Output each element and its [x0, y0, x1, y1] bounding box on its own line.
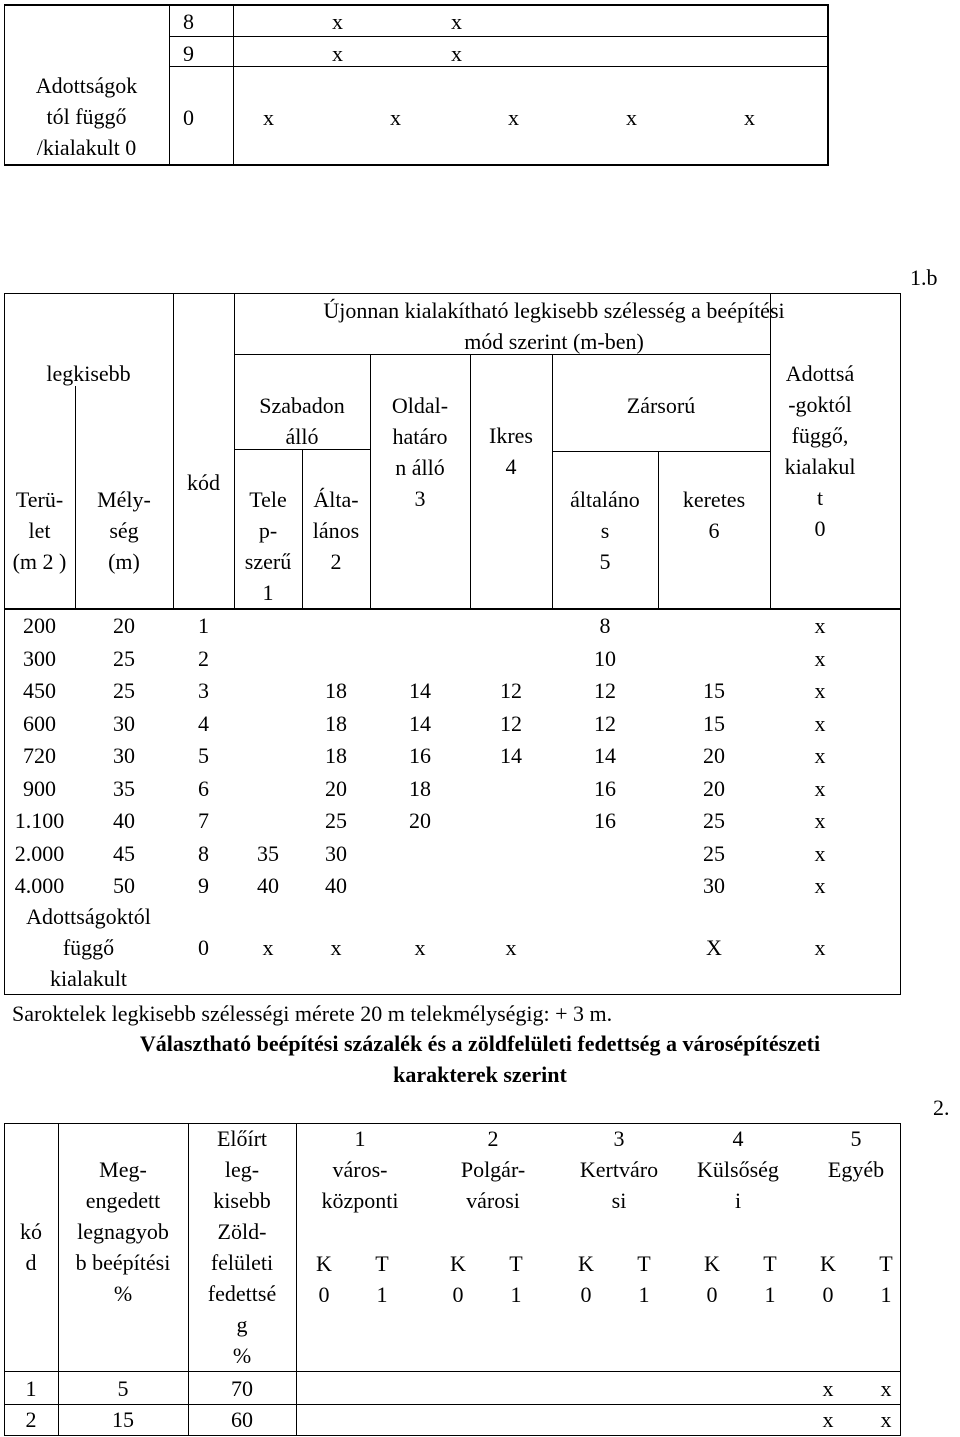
top-cell: x — [332, 41, 343, 66]
table-cell: 30 — [113, 710, 135, 736]
table-cell: 40 — [113, 808, 135, 833]
table-cell: 20 — [325, 775, 347, 801]
table-cell: 8 — [599, 613, 611, 638]
table-cell: 720 — [23, 743, 56, 768]
table-cell: 14 — [500, 743, 522, 768]
char-4-header: 4 Külsőség i — [697, 1126, 779, 1213]
table-cell: x — [814, 775, 826, 801]
table-cell: x — [814, 613, 826, 638]
table-cell: 16 — [594, 808, 616, 833]
table-cell: 25 — [703, 808, 725, 833]
t2-max-built-header: Meg- engedett legnagyob b beépítési % — [75, 1157, 171, 1306]
top-row-code: 8 — [183, 9, 194, 34]
table-cell: 60 — [231, 1407, 253, 1432]
section-2-title: Választható beépítési százalék és a zöldfelületi fedettség a városépítészeti karakterek szerint — [139, 1031, 821, 1087]
table-cell: 10 — [594, 645, 616, 671]
table-cell: x — [814, 840, 826, 866]
table-cell: 5 — [198, 743, 209, 768]
given-header: Adottsá -goktól függő, kialakul t 0 — [784, 361, 856, 541]
table-cell: x — [505, 935, 517, 960]
table-cell: 12 — [500, 710, 522, 736]
table-cell: x — [414, 935, 426, 960]
table-cell: 6 — [198, 775, 209, 801]
kt-subheader: T 1 — [879, 1251, 893, 1307]
table-cell: 20 — [113, 613, 135, 638]
table-cell: x — [262, 935, 274, 960]
kt-subheader: T 1 — [763, 1251, 777, 1307]
table-cell: 20 — [703, 775, 725, 801]
table-cell: 300 — [23, 645, 56, 671]
top-cell: x — [626, 105, 637, 130]
table-cell: 30 — [113, 743, 135, 768]
char-2-header: 2 Polgár- városi — [460, 1126, 526, 1213]
table-cell: 600 — [23, 710, 56, 736]
table-cell: 35 — [257, 840, 279, 866]
top-cell: x — [451, 9, 462, 34]
table-cell: 4.000 — [14, 873, 65, 898]
top-row-code: 0 — [183, 105, 194, 130]
table-cell: 25 — [325, 808, 347, 833]
table-cell: 14 — [409, 678, 431, 703]
table-cell: 15 — [112, 1407, 134, 1432]
table-cell: x — [822, 1407, 834, 1432]
table-cell: 40 — [257, 873, 279, 898]
table-cell: 50 — [113, 873, 135, 898]
closed-row-header: Zársorú — [626, 393, 696, 418]
twin-header: Ikres 4 — [489, 423, 533, 479]
table-cell: 450 — [23, 678, 56, 703]
t2-code-header: kó d — [20, 1219, 42, 1275]
char-1-header: 1 város- központi — [321, 1126, 399, 1213]
general-header: Álta- lános 2 — [312, 487, 360, 574]
t2-green-header: Előírt leg- kisebb Zöld- felületi fedettsé g % — [207, 1126, 277, 1368]
telep-header: Tele p- szerű 1 — [244, 487, 292, 605]
table-cell: 30 — [703, 873, 725, 898]
top-row-code: 9 — [183, 41, 194, 66]
given-row-label: Adottságoktól függő kialakult — [26, 904, 151, 991]
table-cell: 20 — [409, 808, 431, 833]
table-cell: 15 — [703, 678, 725, 703]
side-header: Oldal- határo n álló 3 — [391, 393, 449, 511]
closed-general-header: általáno s 5 — [570, 487, 640, 574]
corner-plot-note: Saroktelek legkisebb szélességi mérete 20 m telekmélységig: + 3 m. — [12, 1001, 613, 1026]
code-header: kód — [187, 470, 220, 495]
kt-subheader: T 1 — [509, 1251, 523, 1307]
table-cell: 12 — [594, 678, 616, 703]
table-cell: 12 — [500, 678, 522, 703]
top-cell: x — [332, 9, 343, 34]
table-cell: 1 — [25, 1376, 37, 1401]
table-cell: 25 — [113, 678, 135, 703]
table-cell: 14 — [409, 710, 431, 736]
table-cell: x — [814, 710, 826, 736]
table-cell: 9 — [198, 873, 209, 898]
table-cell: 25 — [113, 645, 135, 671]
table-cell: 18 — [409, 775, 431, 801]
table-cell: 45 — [113, 840, 135, 866]
table-cell: 0 — [198, 935, 209, 960]
table-cell: 3 — [198, 678, 209, 703]
table-cell: 4 — [198, 710, 209, 736]
table-cell: 16 — [594, 775, 616, 801]
top-cell: x — [451, 41, 462, 66]
kt-subheader: K 0 — [704, 1251, 720, 1307]
char-3-header: 3 Kertváro si — [579, 1126, 659, 1213]
table-cell: 1 — [198, 613, 209, 638]
table-cell: 200 — [23, 613, 56, 638]
table-cell: 8 — [198, 840, 209, 866]
frame-header: keretes 6 — [682, 487, 746, 543]
depth-header: Mély- ség (m) — [97, 487, 151, 574]
table-cell: 1.100 — [14, 808, 65, 833]
char-5-header: 5 Egyéb — [827, 1126, 885, 1182]
table-cell: x — [814, 645, 826, 671]
top-cell: x — [508, 105, 519, 130]
kt-subheader: K 0 — [450, 1251, 466, 1307]
table-cell: 18 — [325, 710, 347, 736]
table-cell: 40 — [325, 873, 347, 898]
table-cell: 7 — [198, 808, 209, 833]
area-header: Terü- let (m 2 ) — [12, 487, 67, 574]
kt-subheader: T 1 — [637, 1251, 651, 1307]
table-cell: x — [880, 1376, 892, 1401]
table-cell: 2.000 — [14, 840, 65, 866]
table-cell: 15 — [703, 710, 725, 736]
top-cell: x — [744, 105, 755, 130]
table-cell: 900 — [23, 775, 56, 801]
kt-subheader: K 0 — [820, 1251, 836, 1307]
table-cell: 70 — [231, 1376, 253, 1401]
table-cell: 25 — [703, 840, 725, 866]
table-cell: 30 — [325, 840, 347, 866]
table-cell: 12 — [594, 710, 616, 736]
table-cell: x — [814, 743, 826, 768]
kt-subheader: T 1 — [375, 1251, 389, 1307]
table-cell: x — [814, 873, 826, 898]
kt-subheader: K 0 — [316, 1251, 332, 1307]
top-cell: x — [263, 105, 274, 130]
top-cell: x — [390, 105, 401, 130]
table-cell: 35 — [113, 775, 135, 801]
table-cell: 18 — [325, 678, 347, 703]
main-title: Újonnan kialakítható legkisebb szélesség a beépítési mód szerint (m-ben) — [323, 298, 785, 354]
section-marker: 2. — [933, 1095, 950, 1120]
top-row-label: Adottságok tól függő /kialakult 0 — [35, 73, 138, 160]
table-cell: 18 — [325, 743, 347, 768]
table-cell: x — [880, 1407, 892, 1432]
table-cell: x — [814, 935, 826, 960]
area-group-label: legkisebb — [46, 361, 131, 386]
table-cell: 14 — [594, 743, 616, 768]
table-cell: x — [822, 1376, 834, 1401]
table-cell: x — [814, 678, 826, 703]
section-marker: 1.b — [910, 265, 938, 290]
kt-subheader: K 0 — [578, 1251, 594, 1307]
table-cell: 20 — [703, 743, 725, 768]
table-cell: 2 — [198, 645, 209, 671]
table-cell: 5 — [117, 1376, 129, 1401]
table-cell: x — [814, 808, 826, 833]
free-standing-header: Szabadon álló — [259, 393, 345, 449]
table-cell: 2 — [25, 1407, 37, 1432]
table-cell: x — [330, 935, 342, 960]
table-cell: 16 — [409, 743, 431, 768]
table-cell: X — [706, 935, 722, 960]
